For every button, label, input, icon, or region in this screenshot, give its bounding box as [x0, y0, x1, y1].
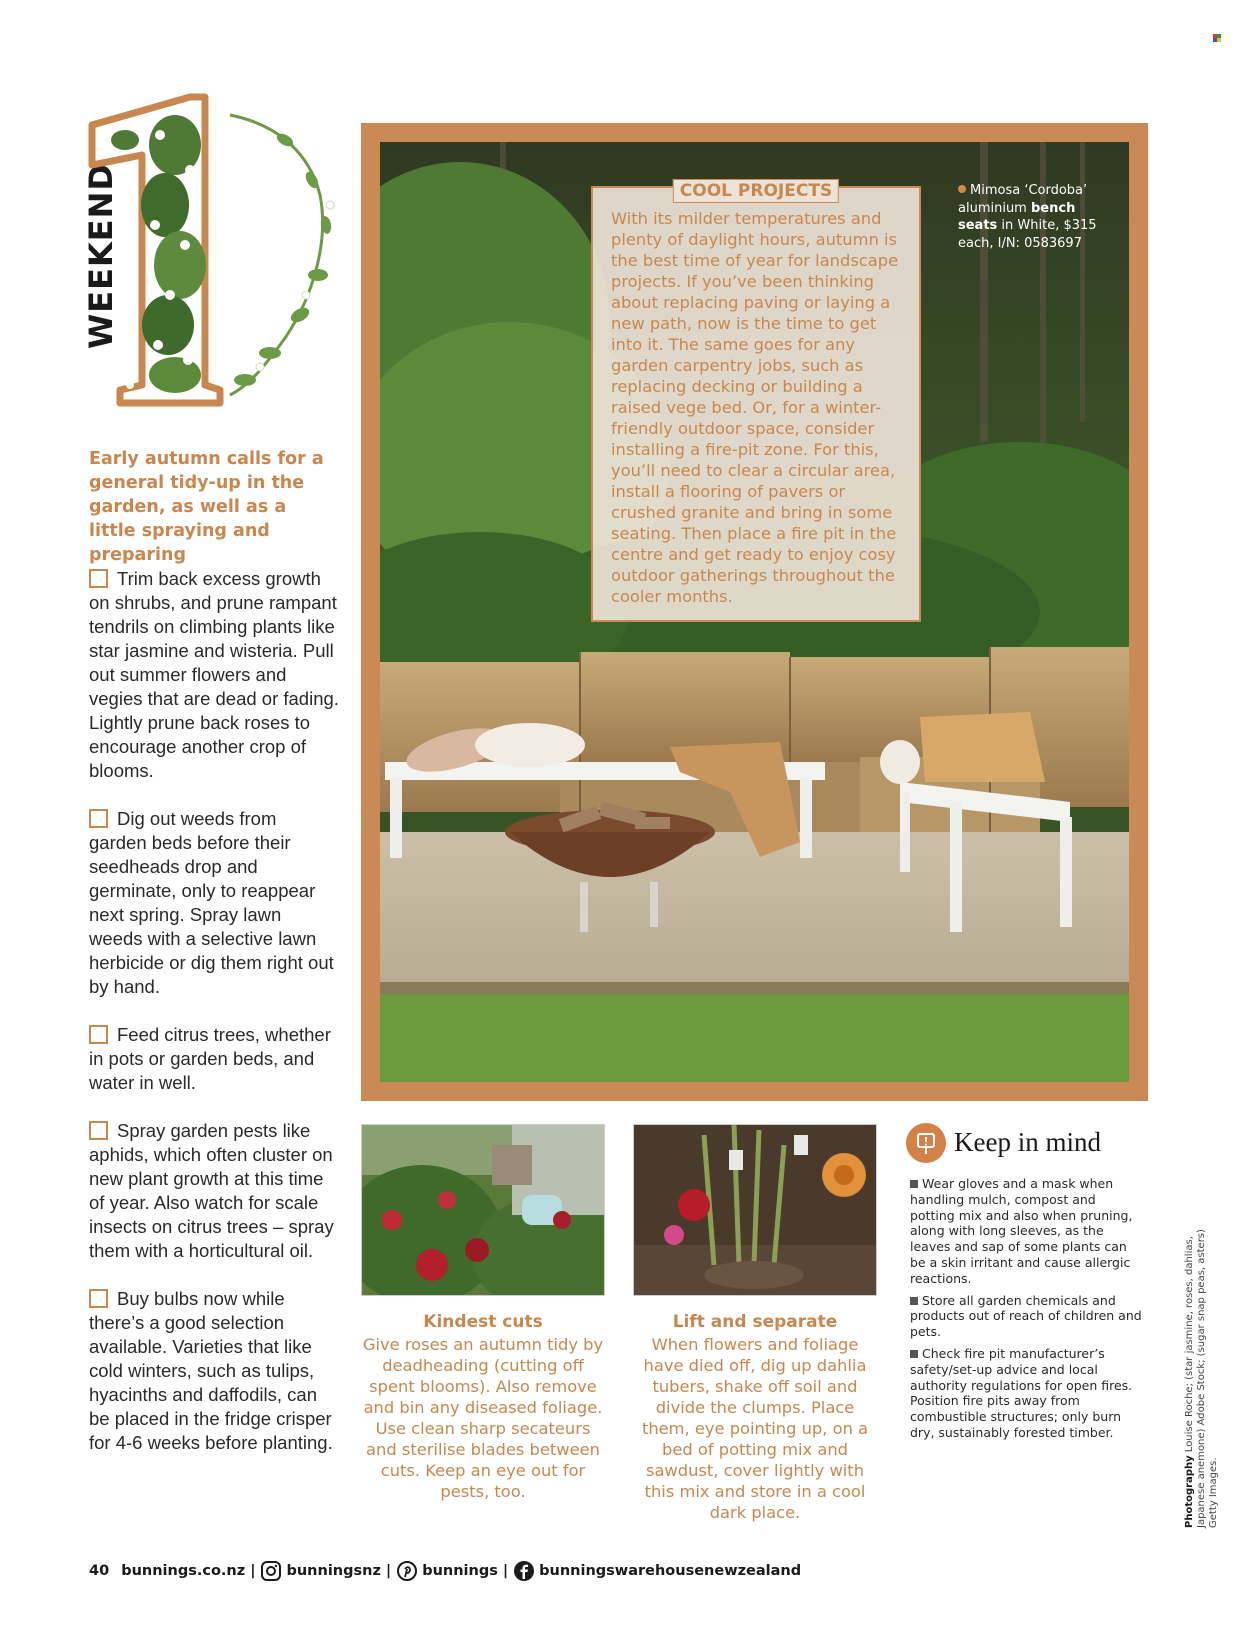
instagram-icon	[260, 1560, 282, 1582]
pinterest-handle[interactable]: bunnings	[422, 1563, 498, 1579]
checkbox[interactable]	[89, 1121, 108, 1140]
divider: |	[385, 1563, 392, 1579]
keep-in-mind-list	[910, 1176, 1142, 1447]
kindest-cuts-body: Give roses an autumn tidy by deadheading (cutting off spent blooms). Also remove and bin any diseased foliage. Use clean sharp secateurs and sterilise blades between cuts. Keep an eye out for pests, too.	[362, 1335, 604, 1501]
page-number: 40	[89, 1563, 110, 1579]
weekend-number-one	[80, 85, 360, 420]
lift-separate-title: Lift and separate	[672, 1312, 838, 1332]
task-item: Dig out weeds from garden beds before their seedheads drop and germinate, only to reappear next spring. Spray lawn weeds with a selective lawn herbicide or dig them right out by hand.	[89, 808, 334, 997]
page-footer	[89, 1558, 801, 1584]
keep-in-mind-header	[906, 1123, 1136, 1163]
task-checklist	[89, 567, 339, 1479]
task-item: Trim back excess growth on shrubs, and prune rampant tendrils on climbing plants like star jasmine and wisteria. Pull out summer flowers and vegies that are dead or fading. Lightly prune back roses to encourage another crop of blooms.	[89, 568, 339, 781]
task-item: Buy bulbs now while there’s a good selection available. Varieties that like cold winters, such as tulips, hyacinths and daffodils, can be placed in the fridge crisper for 4-6 weeks before planting.	[89, 1288, 333, 1453]
task-item: Feed citrus trees, whether in pots or garden beds, and water in well.	[89, 1024, 331, 1093]
divider: |	[250, 1563, 256, 1579]
checkbox[interactable]	[89, 809, 108, 828]
list-item: Store all garden chemicals and products out of reach of children and pets.	[910, 1292, 1142, 1340]
pinterest-icon	[396, 1560, 418, 1582]
intro-text: Early autumn calls for a general tidy-up in the garden, as well as a little spraying and preparing	[89, 449, 324, 565]
weekend-label: WEEKEND	[82, 162, 120, 350]
website-link[interactable]: bunnings.co.nz	[121, 1563, 246, 1579]
checkbox[interactable]	[89, 1025, 108, 1044]
dahlia-tubers-image	[634, 1125, 877, 1296]
cool-projects-body: With its milder temperatures and plenty of daylight hours, autumn is the best time of year for landscape projects. If you’ve been thinking about replacing paving or laying a new path, now is the time to get into it. The same goes for any garden carpentry jobs, such as replacing decking or building a raised vege bed. Or, for a winter-friendly outdoor space, consider installing a fire-pit zone. For this, you’ll need to clear a circular area, install a flooring of pavers or crushed granite and bring in some seating. Then place a fire pit in the centre and get ready to enjoy cosy outdoor gatherings throughout the cooler months.	[611, 209, 899, 606]
task-item: Spray garden pests like aphids, which often cluster on new plant growth at this time of year. Also watch for scale insects on citrus trees – spray them with a horticultural oil.	[89, 1120, 334, 1261]
bullet-square-icon	[910, 1297, 918, 1305]
vine-foliage	[230, 115, 334, 395]
cool-projects-panel	[591, 181, 921, 622]
dahlia-photo	[633, 1124, 877, 1296]
instagram-handle[interactable]: bunningsnz	[286, 1563, 381, 1579]
list-item: Wear gloves and a mask when handling mulch, compost and potting mix and also when pruning, along with long sleeves, as the leaves and sap of some plants can be a skin irritant and cause allergic reactions.	[910, 1176, 1133, 1286]
kindest-cuts-title: Kindest cuts	[423, 1312, 543, 1332]
cool-projects-title: COOL PROJECTS	[673, 179, 839, 203]
divider: |	[502, 1563, 509, 1579]
checkbox[interactable]	[89, 569, 108, 588]
registration-mark-icon	[1213, 34, 1221, 42]
list-item: Check fire pit manufacturer’s safety/set-up advice and local authority regulations for open fires. Position fire pits away from combustible structures; only burn dry, sustainably forested timber.	[910, 1345, 1133, 1440]
bullet-dot-icon	[958, 185, 966, 193]
facebook-icon	[513, 1560, 535, 1582]
keep-in-mind-title: Keep in mind	[954, 1127, 1101, 1157]
bullet-square-icon	[910, 1180, 918, 1188]
lift-separate-body: When flowers and foliage have died off, dig up dahlia tubers, shake off soil and divide the clumps. Place them, eye pointing up, on a bed of potting mix and sawdust, cover lightly with this mix and store in a cool dark place.	[641, 1335, 869, 1522]
product-caption: Mimosa ‘Cordoba’ aluminium bench seats in White, $315 each, I/N: 0583697	[958, 183, 1097, 251]
checkbox[interactable]	[89, 1289, 108, 1308]
bullet-square-icon	[910, 1350, 918, 1358]
pruning-roses-image	[362, 1125, 605, 1296]
info-sign-icon	[906, 1123, 946, 1163]
facebook-handle[interactable]: bunningswarehousenewzealand	[539, 1563, 802, 1579]
photo-credits: Photography Louise Roche; (star jasmine, roses, dahlias, Japanese anemone) Adobe Stock; (sugar snap peas, asters) Getty Images.	[1184, 1229, 1219, 1528]
roses-photo	[361, 1124, 605, 1296]
